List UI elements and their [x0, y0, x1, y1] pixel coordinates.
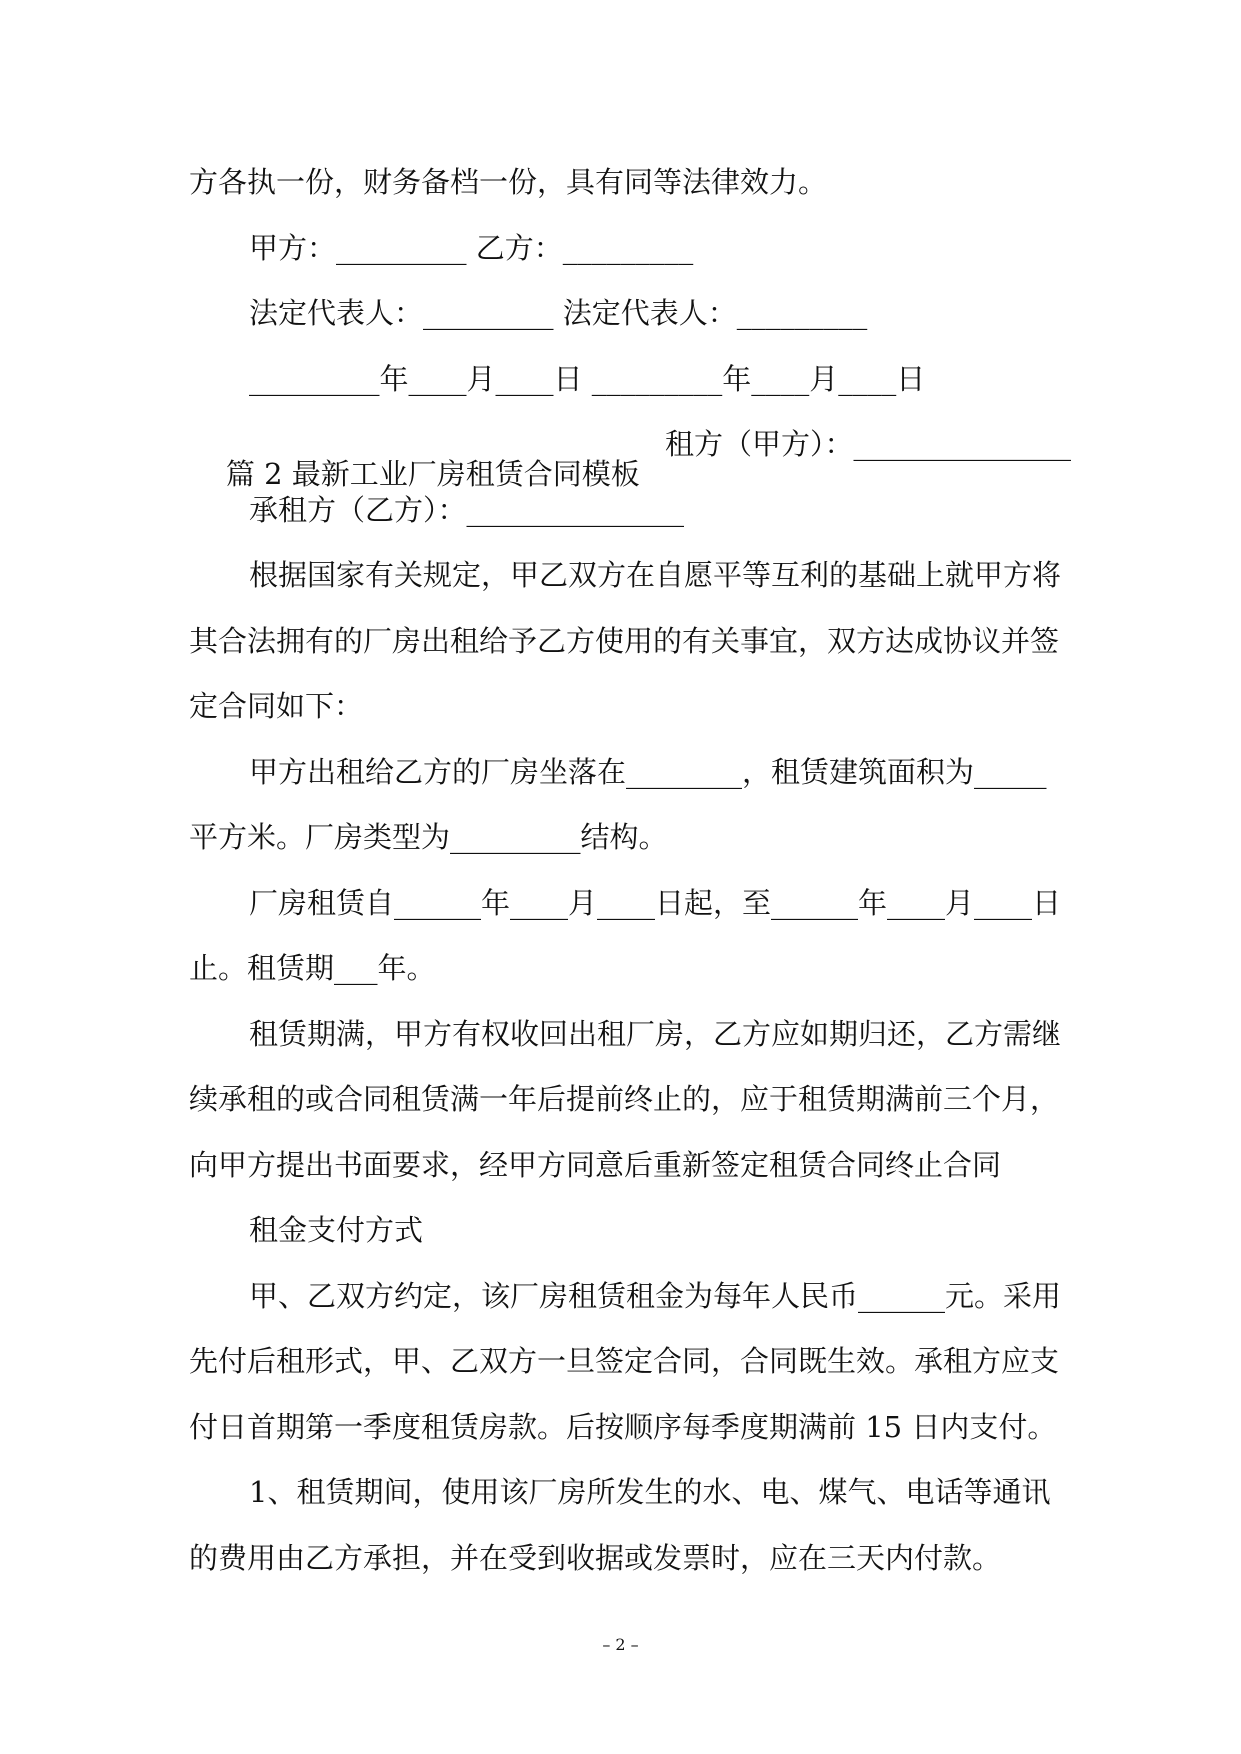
text-line: 1、租赁期间，使用该厂房所发生的水、电、煤气、电话等通讯	[249, 1475, 1051, 1509]
text-line: 租赁期满，甲方有权收回出租厂房，乙方应如期归还，乙方需继	[249, 1017, 1062, 1051]
text-line: 定合同如下：	[189, 689, 364, 723]
text-line: 的费用由乙方承担，并在受到收据或发票时，应在三天内付款。	[189, 1541, 1002, 1575]
text-line: 续承租的或合同租赁满一年后提前终止的，应于租赁期满前三个月，	[189, 1082, 1060, 1116]
page-number: – 2 –	[602, 1635, 639, 1654]
signature-party-line: 甲方：_________ 乙方：_________	[249, 231, 694, 265]
text-line: 其合法拥有的厂房出租给予乙方使用的有关事宜，双方达成协议并签	[189, 624, 1060, 658]
text-line: 止。租赁期___年。	[189, 951, 436, 985]
text-line: 先付后租形式，甲、乙双方一旦签定合同，合同既生效。承租方应支	[189, 1344, 1060, 1378]
text-line: 厂房租赁自______年____月____日起，至______年____月____日	[249, 886, 1062, 920]
text-line: 方各执一份，财务备档一份，具有同等法律效力。	[189, 165, 828, 199]
text-line: 甲方出租给乙方的厂房坐落在________，租赁建筑面积为_____	[249, 755, 1047, 789]
text-line: 向甲方提出书面要求，经甲方同意后重新签定租赁合同终止合同	[189, 1148, 1002, 1182]
text-line: 根据国家有关规定，甲乙双方在自愿平等互利的基础上就甲方将	[249, 558, 1062, 592]
subsection-title: 租金支付方式	[249, 1213, 424, 1247]
lessor-field: 租方（甲方）：_______________	[665, 427, 1072, 461]
lessee-field: 承租方（乙方）：_______________	[249, 493, 685, 527]
signature-date-line: _________年____月____日 _________年____月____日	[249, 362, 926, 396]
text-line: 付日首期第一季度租赁房款。后按顺序每季度期满前 15 日内支付。	[189, 1410, 1057, 1444]
text-line: 平方米。厂房类型为_________结构。	[189, 820, 668, 854]
legal-representative-line: 法定代表人：_________ 法定代表人：_________	[249, 296, 868, 330]
section-heading: 篇 2 最新工业厂房租赁合同模板	[225, 457, 640, 491]
text-line: 甲、乙双方约定，该厂房租赁租金为每年人民币______元。采用	[249, 1279, 1062, 1313]
